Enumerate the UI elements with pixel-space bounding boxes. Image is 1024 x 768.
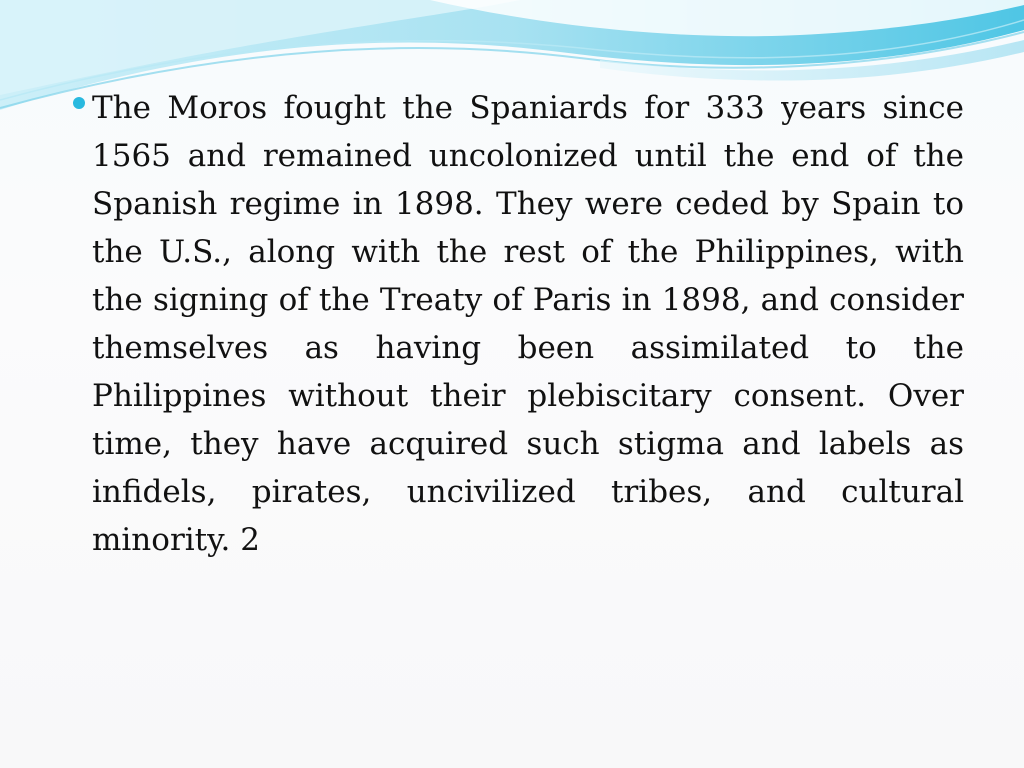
bullet-item [66, 84, 964, 564]
bullet-dot-icon [73, 97, 85, 109]
slide-body [66, 84, 964, 564]
bullet-text: The Moros fought the Spaniards for 333 years since 1565 and remained uncolonized until the end of the Spanish regime in 1898. They were ceded by Spain to the U.S., along with the rest of the Philippines, with the signing of the Treaty of Paris in 1898, and consider themselves as having been assimilated to the Philippines without their plebiscitary consent. Over time, they have acquired such stigma and labels as infidels, pirates, uncivilized tribes, and cultural minority. 2 [92, 90, 964, 558]
